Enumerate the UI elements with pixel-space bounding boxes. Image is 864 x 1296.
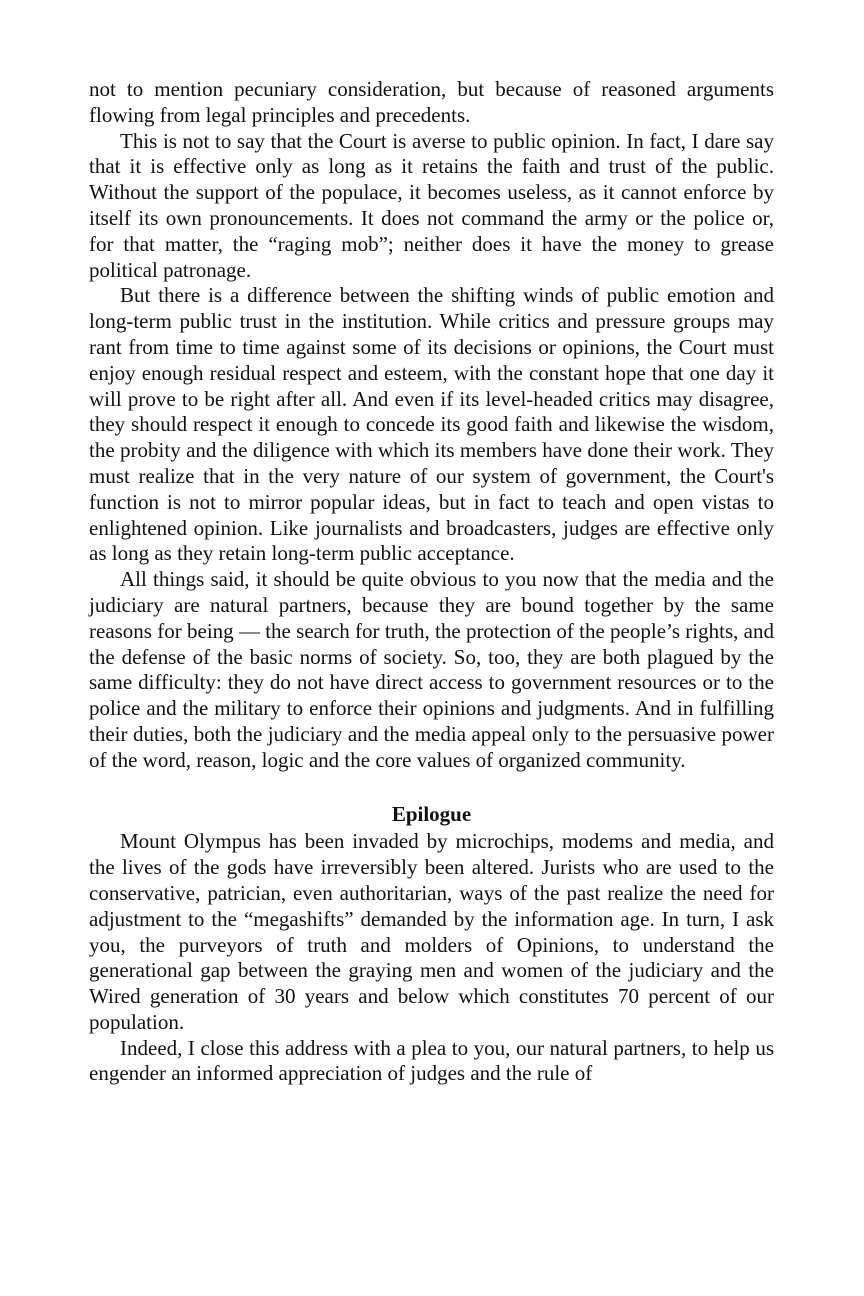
paragraph-public-opinion: This is not to say that the Court is averse to public opinion. In fact, I dare say that it is effective only as long as it retains the faith and trust of the public. Without the support of the populace, it becomes useless, as it cannot enforce by itself its own pronouncements. It does not command the army or the police or, for that matter, the “raging mob”; neither does it have the money to grease political patronage. [89, 128, 774, 282]
paragraph-closing-plea: Indeed, I close this address with a plea to you, our natural partners, to help us engender an informed appreciation of judges and the rule of [89, 1035, 774, 1086]
paragraph-continued: not to mention pecuniary consideration, but because of reasoned arguments flowing from legal principles and precedents. [89, 77, 774, 127]
document-page [89, 77, 774, 1087]
paragraph-mount-olympus: Mount Olympus has been invaded by microchips, modems and media, and the lives of the gods have irreversibly been altered. Jurists who are used to the conservative, patrician, even authoritarian, ways of the past realize the need for adjustment to the “megashifts” demanded by the information age. In turn, I ask you, the purveyors of truth and molders of Opinions, to understand the generational gap between the graying men and women of the judiciary and the Wired generation of 30 years and below which constitutes 70 percent of our population. [89, 829, 774, 1034]
paragraph-natural-partners: All things said, it should be quite obvious to you now that the media and the judiciary are natural partners, because they are bound together by the same reasons for being — the search for truth, the protection of the people’s rights, and the defense of the basic norms of society. So, too, they are both plagued by the same difficulty: they do not have direct access to government resources or to the police and the military to enforce their opinions and judgments. And in fulfilling their duties, both the judiciary and the media appeal only to the persuasive power of the word, reason, logic and the core values of organized community. [89, 567, 774, 772]
epilogue-heading: Epilogue [391, 801, 472, 826]
paragraph-public-trust: But there is a difference between the shifting winds of public emotion and long-term public trust in the institution. While critics and pressure groups may rant from time to time against some of its decisions or opinions, the Court must enjoy enough residual respect and esteem, with the constant hope that one day it will prove to be right after all. And even if its level-headed critics may disagree, they should respect it enough to concede its good faith and likewise the wisdom, the probity and the diligence with which its members have done their work. They must realize that in the very nature of our system of government, the Court's function is not to mirror popular ideas, but in fact to teach and open vistas to enlightened opinion. Like journalists and broadcasters, judges are effective only as long as they retain long-term public acceptance. [89, 283, 774, 566]
